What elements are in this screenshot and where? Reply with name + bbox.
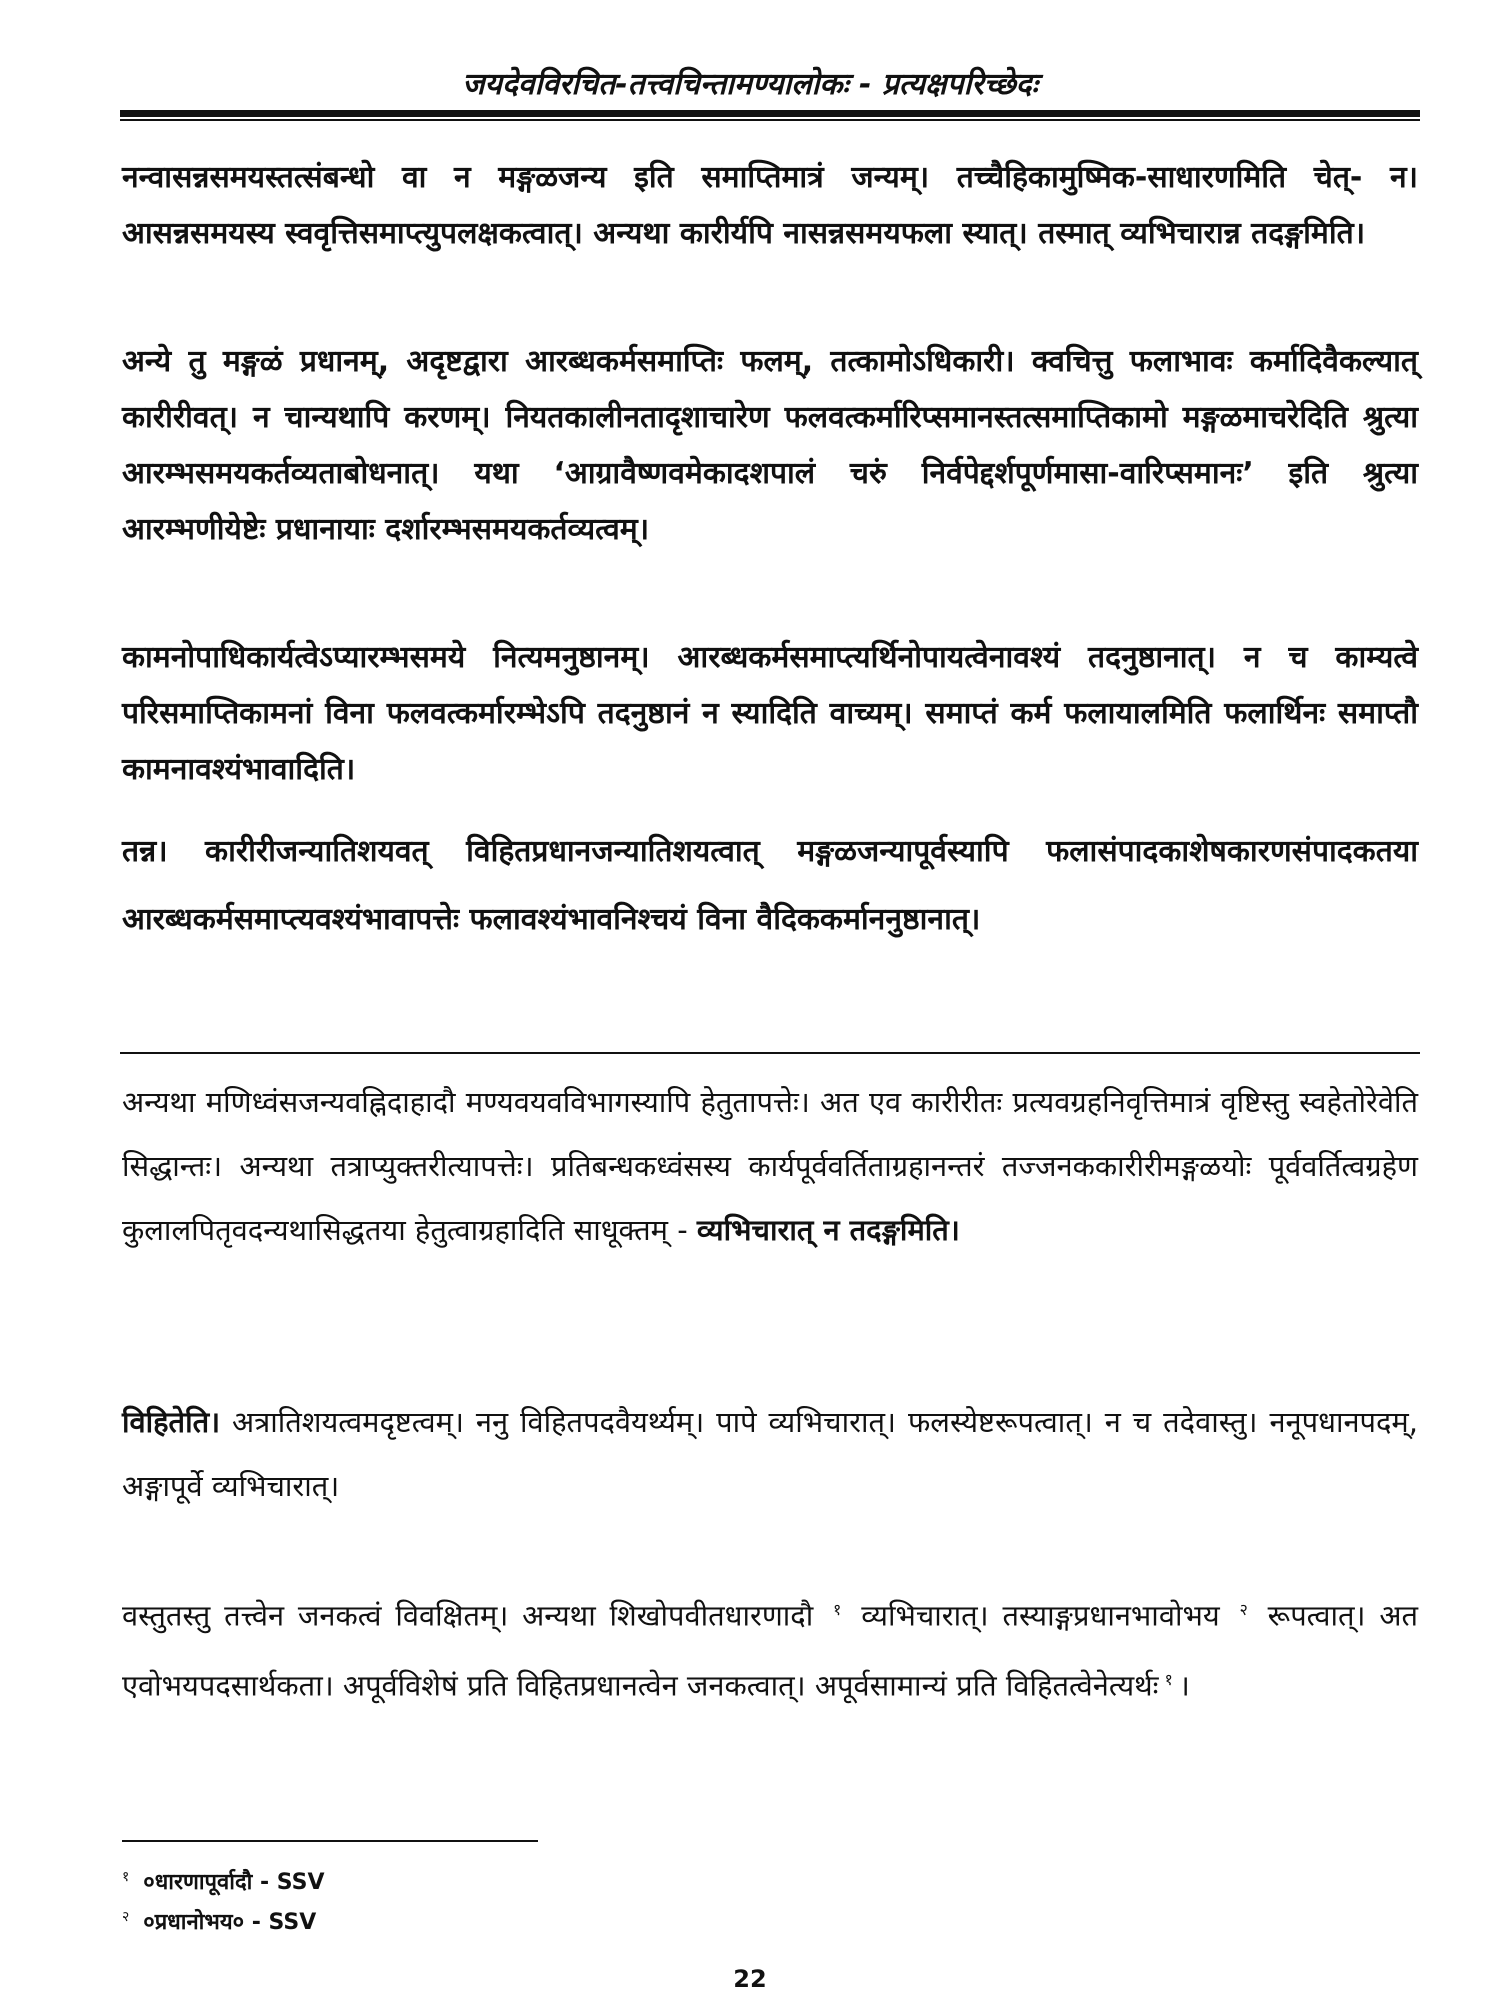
commentary-text: अत्रातिशयत्वमदृष्टत्वम्। ननु विहितपदवैयर्थ्यम्। पापे व्यभिचारात्। फलस्येष्टरूपत्वात्। न च तदेवास्तु। ननूपधानपदम्, अङ्गापूर्वे व्यभिचारात्।: [122, 1405, 1418, 1503]
footnote-text: ०धारणापूर्वादौ - SSV: [143, 1870, 325, 1895]
header-rule-thick: [120, 110, 1420, 117]
danda: ।: [1178, 1668, 1190, 1703]
pratika-heading: विहितेति।: [122, 1405, 221, 1439]
root-paragraph-1: नन्वासन्नसमयस्तत्संबन्धो वा न मङ्गळजन्य इति समाप्तिमात्रं जन्यम्। तच्चैहिकामुष्मिक-साधारणमिति चेत्- न। आसन्नसमयस्य स्ववृत्तिसमाप्त्युपलक्षकत्वात्। अन्यथा कारीर्यपि नासन्नसमयफला स्यात्। तस्मात् व्यभिचारान्न तदङ्गमिति।: [122, 160, 1418, 251]
page-number: 22: [733, 1965, 767, 1993]
commentary-paragraph-3: [122, 1578, 1418, 1717]
footnote-1: [122, 1866, 325, 1896]
footnote-number: १: [122, 1868, 130, 1885]
root-paragraph-3: कामनोपाधिकार्यत्वेऽप्यारम्भसमये नित्यमनुष्ठानम्। आरब्धकर्मसमाप्त्यर्थिनोपायत्वेनावश्यं तदनुष्ठानात्। न च काम्यत्वे परिसमाप्तिकामनां विना फलवत्कर्मारम्भेऽपि तदनुष्ठानं न स्यादिति वाच्यम्। समाप्तं कर्म फलायालमिति फलार्थिनः समाप्तौ कामनावश्यंभावादिति।: [122, 640, 1418, 787]
quoted-root-phrase: व्यभिचारात् न तदङ्गमिति।: [696, 1213, 960, 1247]
footnote-number: २: [122, 1908, 130, 1925]
root-paragraph-4: तन्न। कारीरीजन्यातिशयवत् विहितप्रधानजन्यातिशयत्वात् मङ्गळजन्यापूर्वस्यापि फलासंपादकाशेषकारणसंपादकतया आरब्धकर्मसमाप्त्यवश्यंभावापत्तेः फलावश्यंभावनिश्चयं विना वैदिककर्माननुष्ठानात्।: [122, 834, 1418, 937]
commentary-text: रूपत्वात्। अत एवोभयपदसार्थकता। अपूर्वविशेषं प्रति विहितप्रधानत्वेन जनकत्वात्। अपूर्वसामान्यं प्रति विहितत्वेनेत्यर्थः: [122, 1598, 1419, 1703]
text-commentary-separator: [120, 1052, 1420, 1054]
footnote-marker[interactable]: १: [833, 1600, 842, 1619]
header-rule-thin: [120, 119, 1420, 121]
footnote-marker[interactable]: २: [1239, 1600, 1248, 1619]
commentary-text: वस्तुतस्तु तत्त्वेन जनकत्वं विवक्षितम्। अन्यथा शिखोपवीतधारणादौ: [122, 1598, 814, 1633]
running-header: जयदेवविरचित-तत्त्वचिन्तामण्यालोकः - प्रत्यक्षपरिच्छेदः: [462, 67, 1038, 102]
footnote-marker[interactable]: १: [1164, 1669, 1173, 1689]
footnote-2: [122, 1906, 316, 1936]
commentary-text: व्यभिचारात्। तस्याङ्गप्रधानभावोभय: [861, 1598, 1220, 1633]
commentary-text: अन्यथा मणिध्वंसजन्यवह्निदाहादौ मण्यवयवविभागस्यापि हेतुतापत्तेः। अत एव कारीरीतः प्रत्यवग्रहनिवृत्तिमात्रं वृष्टिस्तु स्वहेतोरेवेति सिद्धान्तः। अन्यथा तत्राप्युक्तरीत्यापत्तेः। प्रतिबन्धकध्वंसस्य कार्यपूर्ववर्तिताग्रहानन्तरं तज्जनककारीरीमङ्गळयोः पूर्ववर्तित्वग्रहेण कुलालपितृवदन्यथासिद्धतया हेतुत्वाग्रहादिति साधूक्तम् -: [122, 1085, 1418, 1247]
footnote-rule: [122, 1840, 538, 1842]
commentary-paragraph-1: [122, 1070, 1418, 1262]
commentary-paragraph-2: [122, 1390, 1418, 1518]
footnote-text: ०प्रधानोभय० - SSV: [143, 1910, 317, 1935]
root-paragraph-2: अन्ये तु मङ्गळं प्रधानम्, अदृष्टद्वारा आरब्धकर्मसमाप्तिः फलम्, तत्कामोऽधिकारी। क्वचित्तु फलाभावः कर्मादिवैकल्यात् कारीरीवत्। न चान्यथापि करणम्। नियतकालीनतादृशाचारेण फलवत्कर्मारिप्समानस्तत्समाप्तिकामो मङ्गळमाचरेदिति श्रुत्या आरम्भसमयकर्तव्यताबोधनात्। यथा ‘आग्रावैष्णवमेकादशपालं चरुं निर्वपेद्दर्शपूर्णमासा-वारिप्समानः’ इति श्रुत्या आरम्भणीयेष्टेः प्रधानायाः दर्शारम्भसमयकर्तव्यत्वम्।: [122, 344, 1418, 547]
